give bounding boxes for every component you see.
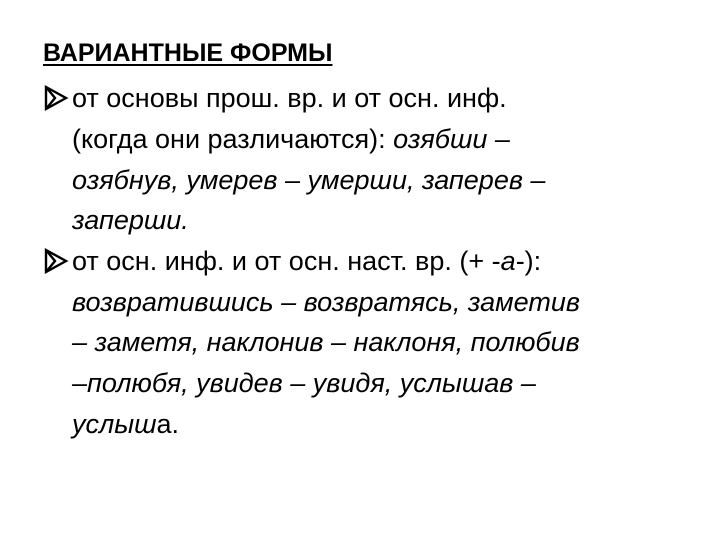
bullet-2-line-5-tail: а.	[156, 409, 180, 439]
bullet-2-line-5	[72, 407, 179, 441]
arrowhead-bullet-icon	[44, 244, 70, 278]
bullet-1-line-4: заперши.	[72, 205, 189, 235]
bullet-1-heading: от основы прош. вр. и от осн. инф.	[72, 83, 507, 113]
bullet-1-line-2-italic: озябши –	[393, 124, 510, 154]
bullet-2-heading-italic: а	[500, 246, 516, 276]
bullet-2-line-5-italic: услыш	[72, 409, 157, 439]
page-title: ВАРИАНТНЫЕ ФОРМЫ	[43, 39, 333, 67]
bullet-2-line-2: возвратившись – возвратясь, заметив	[72, 287, 580, 317]
bullet-2-heading-after: -):	[515, 246, 542, 276]
arrowhead-bullet-icon	[44, 81, 70, 115]
bullet-1-line-3: озябнув, умерев – умерши, заперев –	[72, 165, 546, 195]
bullet-2-heading	[72, 244, 541, 278]
bullet-1-line-2-plain: (когда они различаются):	[72, 124, 394, 154]
bullet-2-line-3: – заметя, наклонив – наклоня, полюбив	[72, 327, 580, 357]
bullet-1-line-2	[72, 122, 510, 156]
bullet-2-line-4: –полюбя, увидев – увидя, услышав –	[72, 368, 536, 398]
bullet-2-heading-before: от осн. инф. и от осн. наст. вр. (+ -	[72, 246, 501, 276]
